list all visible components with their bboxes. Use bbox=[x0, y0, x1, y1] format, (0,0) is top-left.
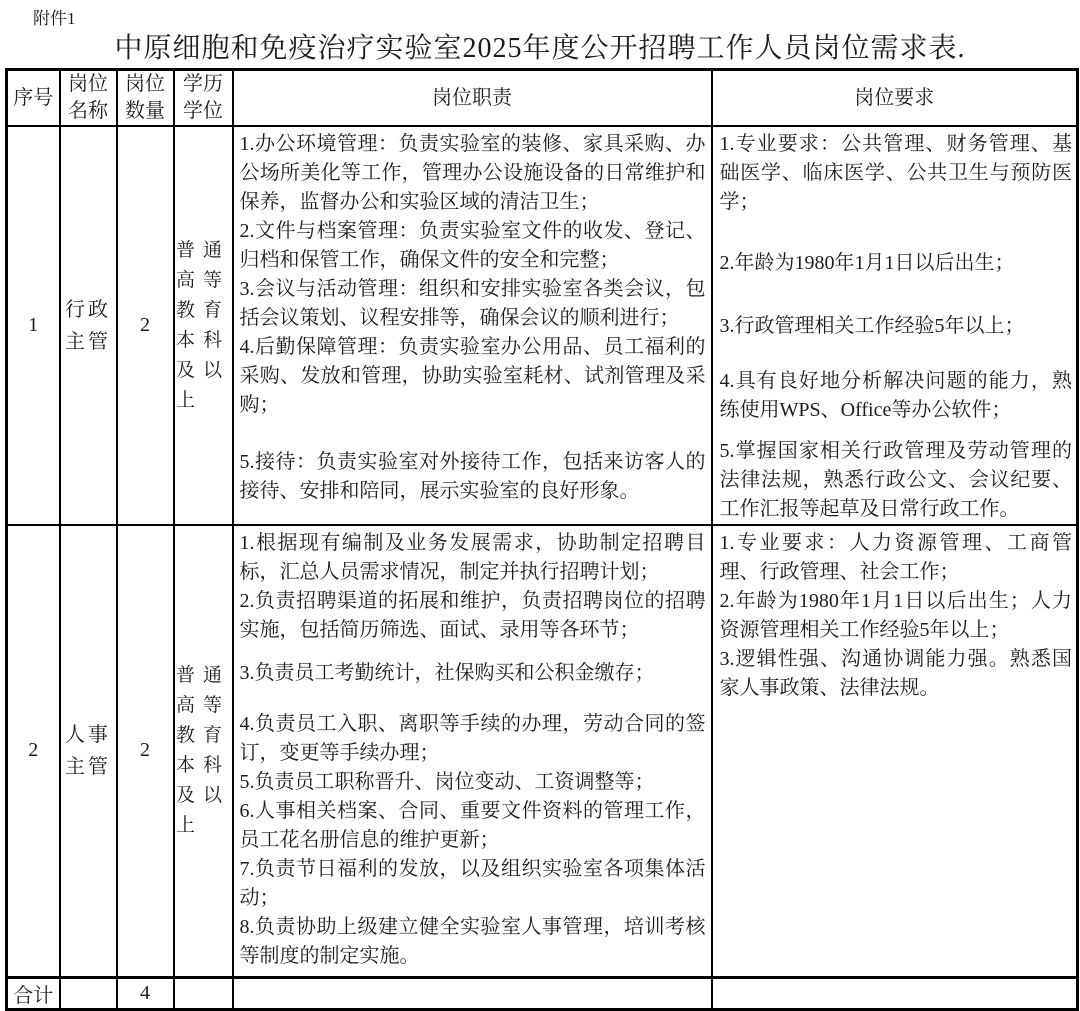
total-count: 4 bbox=[117, 977, 174, 1009]
requirement-item: 1.专业要求：公共管理、财务管理、基础医学、临床医学、公共卫生与预防医学； bbox=[719, 133, 1072, 213]
total-label: 合计 bbox=[7, 977, 60, 1009]
duty-item: 4.负责员工入职、离职等手续的办理，劳动合同的签订，变更等手续办理； bbox=[239, 713, 706, 764]
requirement-item: 5.掌握国家相关行政管理及劳动管理的法律法规，熟悉行政公文、会议纪要、工作汇报等起草及日常行政工作。 bbox=[719, 440, 1072, 520]
cell-position-count: 2 bbox=[117, 525, 174, 977]
cell-requirements bbox=[712, 525, 1078, 977]
header-requirements: 岗位要求 bbox=[712, 70, 1078, 127]
duty-item: 2.文件与档案管理：负责实验室文件的收发、登记、归档和保管工作，确保文件的安全和完整； bbox=[239, 220, 706, 271]
cell-position-name: 人事主管 bbox=[60, 525, 117, 977]
duty-item: 1.办公环境管理：负责实验室的装修、家具采购、办公场所美化等工作，管理办公设施设备的日常维护和保养，监督办公和实验区域的清洁卫生； bbox=[239, 133, 706, 213]
requirement-item: 2.年龄为1980年1月1日以后出生；人力资源管理相关工作经验5年以上； bbox=[719, 590, 1072, 641]
cell-education: 普通高等教育本科及以上 bbox=[174, 525, 233, 977]
cell-position-name: 行政主管 bbox=[60, 126, 117, 525]
header-row bbox=[7, 70, 1078, 127]
header-position-count: 岗位数量 bbox=[117, 70, 174, 127]
duty-item: 6.人事相关档案、合同、重要文件资料的管理工作，员工花名册信息的维护更新； bbox=[239, 800, 706, 851]
total-empty-position bbox=[60, 977, 117, 1009]
duty-item: 5.接待：负责实验室对外接待工作，包括来访客人的接待、安排和陪同，展示实验室的良好形象。 bbox=[239, 451, 706, 502]
requirement-item: 3.行政管理相关工作经验5年以上； bbox=[719, 315, 1025, 337]
total-row bbox=[7, 977, 1078, 1009]
cell-duties bbox=[233, 525, 712, 977]
page-title: 中原细胞和免疫治疗实验室2025年度公开招聘工作人员岗位需求表. bbox=[114, 33, 966, 64]
cell-education: 普通高等教育本科及以上 bbox=[174, 126, 233, 525]
requirement-item: 2.年龄为1980年1月1日以后出生； bbox=[719, 252, 1015, 274]
duty-item: 2.负责招聘渠道的拓展和维护，负责招聘岗位的招聘实施，包括简历筛选、面试、录用等各环节； bbox=[239, 590, 706, 641]
cell-requirements bbox=[712, 126, 1078, 525]
attachment-label: 附件1 bbox=[33, 9, 76, 28]
header-duties: 岗位职责 bbox=[233, 70, 712, 127]
header-education: 学历学位 bbox=[174, 70, 233, 127]
recruitment-table bbox=[5, 68, 1079, 1011]
duty-item: 7.负责节日福利的发放，以及组织实验室各项集体活动； bbox=[239, 858, 706, 909]
duty-item: 3.负责员工考勤统计，社保购买和公积金缴存； bbox=[239, 662, 655, 684]
total-empty-education bbox=[174, 977, 233, 1009]
duty-item: 8.负责协助上级建立健全实验室人事管理，培训考核等制度的制定实施。 bbox=[239, 916, 706, 967]
table-row-1 bbox=[7, 126, 1078, 525]
header-position-name: 岗位名称 bbox=[60, 70, 117, 127]
duty-item: 5.负责员工职称晋升、岗位变动、工资调整等； bbox=[239, 771, 655, 793]
table-row-2 bbox=[7, 525, 1078, 977]
header-seq: 序号 bbox=[7, 70, 60, 127]
duty-item: 1.根据现有编制及业务发展需求，协助制定招聘目标，汇总人员需求情况，制定并执行招聘计划； bbox=[239, 532, 706, 583]
requirement-item: 4.具有良好地分析解决问题的能力，熟练使用WPS、Office等办公软件； bbox=[719, 370, 1072, 421]
requirement-item: 1.专业要求：人力资源管理、工商管理、行政管理、社会工作； bbox=[719, 532, 1072, 583]
duty-item: 4.后勤保障管理：负责实验室办公用品、员工福利的采购、发放和管理，协助实验室耗材、试剂管理及采购； bbox=[239, 336, 706, 416]
cell-duties bbox=[233, 126, 712, 525]
requirement-item: 3.逻辑性强、沟通协调能力强。熟悉国家人事政策、法律法规。 bbox=[719, 648, 1072, 699]
duty-item: 3.会议与活动管理：组织和安排实验室各类会议，包括会议策划、议程安排等，确保会议的顺利进行； bbox=[239, 278, 706, 329]
cell-position-count: 2 bbox=[117, 126, 174, 525]
total-empty-requirements bbox=[712, 977, 1078, 1009]
cell-seq: 1 bbox=[7, 126, 60, 525]
total-empty-duties bbox=[233, 977, 712, 1009]
cell-seq: 2 bbox=[7, 525, 60, 977]
